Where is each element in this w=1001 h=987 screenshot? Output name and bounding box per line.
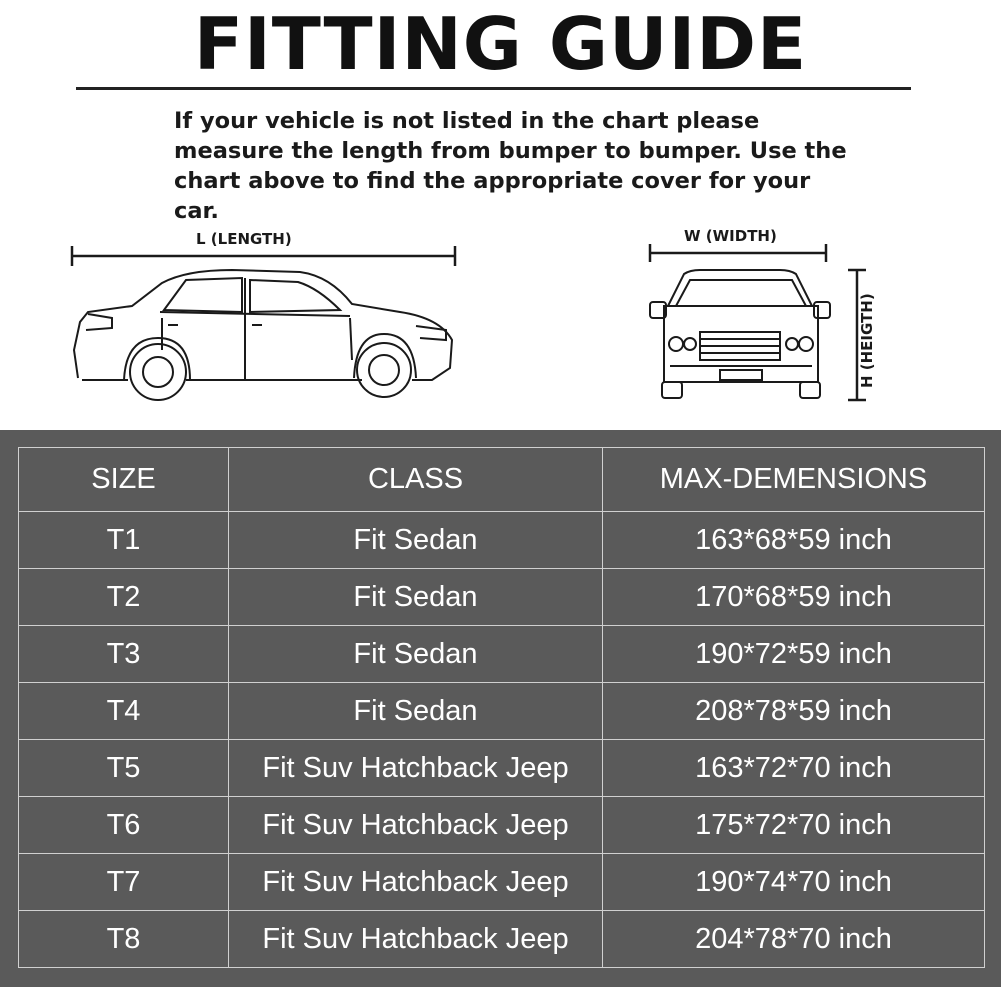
height-label: H (HEIGTH) [858,293,876,388]
size-chart-table [18,447,985,968]
table-row [19,797,985,854]
width-dimension [650,244,826,262]
header-class: CLASS [229,448,603,512]
table-row [19,683,985,740]
cell-dimensions: 190*74*70 inch [603,854,985,911]
cell-dimensions: 163*68*59 inch [603,512,985,569]
cell-dimensions: 190*72*59 inch [603,626,985,683]
intro-line: measure the length from bumper to bumper. Use the [174,138,847,164]
cell-size: T7 [19,854,229,911]
intro-line: If your vehicle is not listed in the chart please [174,108,760,134]
table-row [19,740,985,797]
cell-class: Fit Sedan [229,626,603,683]
cell-size: T2 [19,569,229,626]
cell-dimensions: 170*68*59 inch [603,569,985,626]
cell-dimensions: 163*72*70 inch [603,740,985,797]
cell-dimensions: 204*78*70 inch [603,911,985,968]
cell-class: Fit Suv Hatchback Jeep [229,911,603,968]
sedan-side-icon [74,270,452,400]
vehicle-measurement-diagram [0,0,1001,430]
header-max-dimensions: MAX-DEMENSIONS [603,448,985,512]
table-row [19,854,985,911]
cell-class: Fit Sedan [229,569,603,626]
cell-class: Fit Sedan [229,512,603,569]
table-header-row [19,448,985,512]
cell-class: Fit Suv Hatchback Jeep [229,797,603,854]
table-row [19,569,985,626]
cell-class: Fit Sedan [229,683,603,740]
length-dimension [72,246,455,266]
intro-line: car. [174,198,219,224]
table-row [19,626,985,683]
cell-class: Fit Suv Hatchback Jeep [229,740,603,797]
cell-size: T1 [19,512,229,569]
table-row [19,512,985,569]
cell-size: T3 [19,626,229,683]
vehicle-front-icon [650,270,830,398]
length-label: L (LENGTH) [196,230,292,248]
cell-size: T4 [19,683,229,740]
cell-dimensions: 175*72*70 inch [603,797,985,854]
cell-size: T5 [19,740,229,797]
cell-size: T8 [19,911,229,968]
header-size: SIZE [19,448,229,512]
intro-line: chart above to find the appropriate cover for your [174,168,811,194]
cell-size: T6 [19,797,229,854]
table-row [19,911,985,968]
width-label: W (WIDTH) [684,227,777,245]
cell-dimensions: 208*78*59 inch [603,683,985,740]
cell-class: Fit Suv Hatchback Jeep [229,854,603,911]
guide-title: FITTING GUIDE [193,2,808,86]
